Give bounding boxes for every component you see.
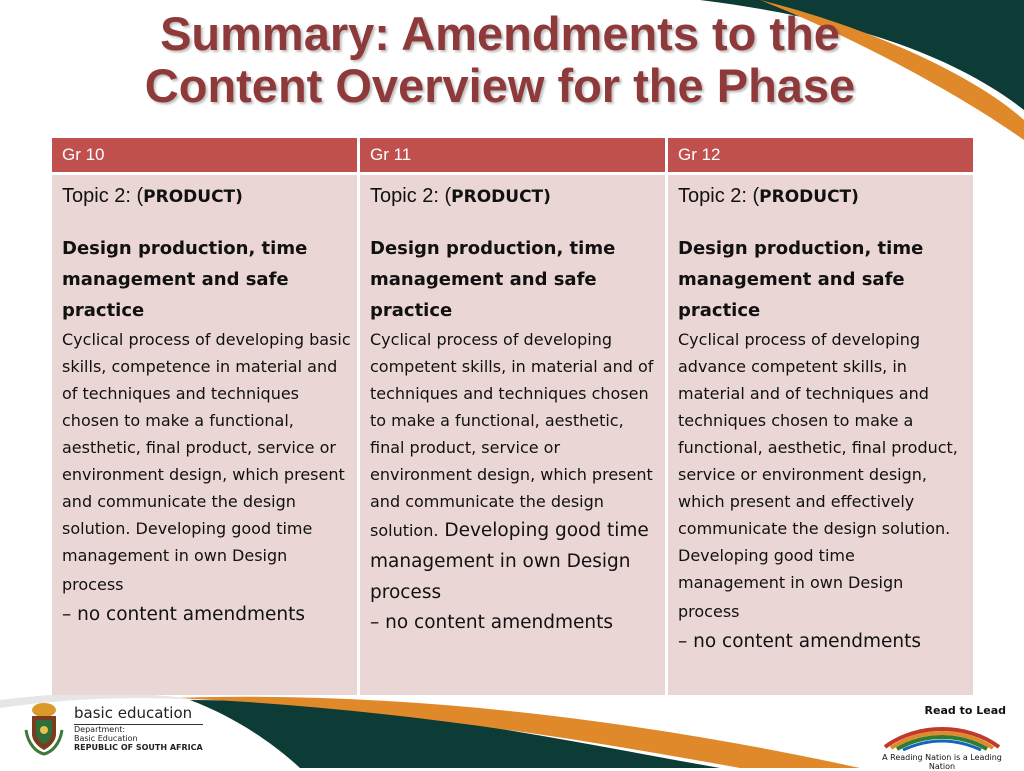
read-to-lead-text: Read to Lead	[924, 704, 1006, 717]
description-text: Cyclical process of developing basic skills, competence in material and of techniques and techniques chosen to make a functional, aesthetic, final product, service or environment design, which present and communicate the design solution. Developing good time management in own Design process	[62, 330, 351, 594]
coat-of-arms-icon	[22, 700, 66, 756]
subheading: Design production, time management and safe practice	[370, 238, 616, 321]
description	[370, 326, 659, 608]
department-name: basic education	[74, 704, 203, 725]
slide-title	[0, 8, 1000, 112]
topic-product: PRODUCT)	[759, 187, 859, 207]
slide-title-line-2: Content Overview for the Phase	[144, 59, 856, 112]
column-header: Gr 11	[360, 138, 665, 172]
slide-title-line-1: Summary: Amendments to the	[160, 7, 840, 60]
subheading: Design production, time management and safe practice	[678, 238, 924, 321]
department-text	[74, 704, 203, 752]
description-text: Cyclical process of developing advance competent skills, in material and of techniques and techniques chosen to make a functional, aesthetic, final product, service or environment design, which present and effectively communicate the design solution. Developing good time management in own Design process	[678, 330, 958, 621]
department-line-1: Department:	[74, 725, 126, 734]
department-line-2: Basic Education	[74, 734, 138, 743]
table-cell	[668, 175, 973, 695]
amendment-note: – no content amendments	[678, 631, 921, 652]
grade-10-column	[52, 138, 357, 695]
grade-11-column	[360, 138, 665, 695]
column-header: Gr 10	[52, 138, 357, 172]
table-cell	[52, 175, 357, 695]
topic-label: Topic 2: (	[370, 185, 452, 207]
topic-heading	[62, 183, 351, 209]
table-cell	[360, 175, 665, 695]
subheading: Design production, time management and safe practice	[62, 238, 308, 321]
topic-label: Topic 2: (	[678, 185, 760, 207]
topic-heading	[370, 183, 659, 209]
books-icon	[877, 719, 1007, 751]
topic-label: Topic 2: (	[62, 185, 144, 207]
description-large-text: Developing good time management in own Design process	[370, 520, 649, 603]
amendment-note: – no content amendments	[370, 612, 613, 633]
department-line-3: REPUBLIC OF SOUTH AFRICA	[74, 743, 203, 752]
description	[62, 326, 351, 600]
grade-12-column	[668, 138, 973, 695]
tagline: A Reading Nation is a Leading Nation	[882, 753, 1002, 771]
topic-heading	[678, 183, 967, 209]
amendment-note: – no content amendments	[62, 604, 305, 625]
description	[678, 326, 967, 627]
topic-product: PRODUCT)	[143, 187, 243, 207]
description-text: Cyclical process of developing competent skills, in material and of techniques and techniques chosen to make a functional, aesthetic, final product, service or environment design, which present and communicate the design solution.	[370, 330, 654, 540]
column-header: Gr 12	[668, 138, 973, 172]
read-to-lead-logo	[872, 704, 1012, 771]
department-logo	[22, 700, 203, 756]
amendments-table	[52, 138, 973, 695]
topic-product: PRODUCT)	[451, 187, 551, 207]
